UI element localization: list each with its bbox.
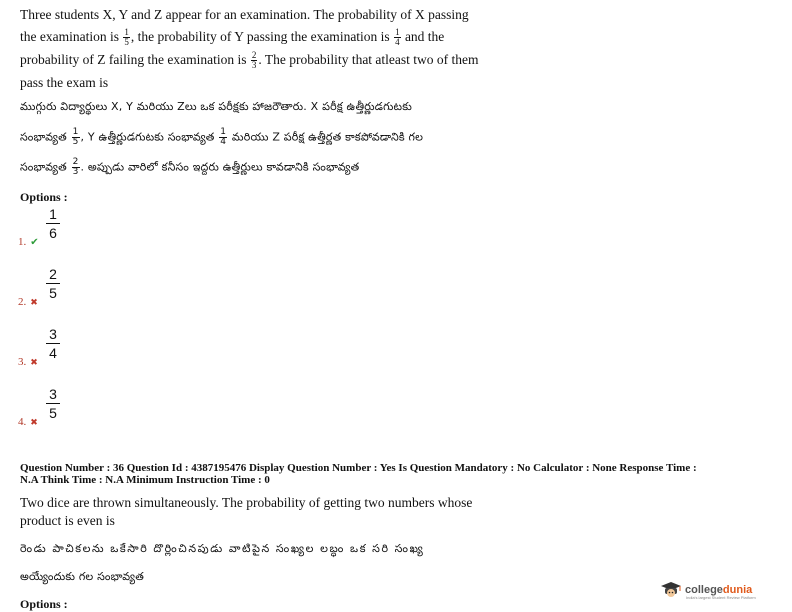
q1-en-line-3-pre: probability of Z failing the examination is <box>20 52 247 67</box>
option-3-fraction <box>46 326 60 361</box>
fraction-bar <box>46 403 60 404</box>
fraction-denominator: 6 <box>49 225 57 241</box>
option-number: 3. <box>18 356 27 368</box>
q2-te-line-2: అయ్యేందుకు గల సంభావ్యత <box>20 570 144 583</box>
fraction <box>123 28 130 47</box>
option-3-marker <box>18 352 38 370</box>
q1-en-line-4-text: pass the exam is <box>20 75 109 90</box>
fraction <box>72 128 80 147</box>
q2-en-line-2: product is even is <box>20 513 115 528</box>
fraction <box>219 128 227 147</box>
correct-check-icon: ✔ <box>30 237 39 248</box>
fraction-denominator: 4 <box>220 137 227 147</box>
option-number: 1. <box>18 236 27 248</box>
q1-te-line-3-pre: సంభావ్యత <box>20 160 67 174</box>
fraction-bar <box>46 283 60 284</box>
wrong-cross-icon: ✖ <box>30 358 38 368</box>
option-1-fraction <box>46 206 60 241</box>
q1-te-line-2 <box>20 128 423 147</box>
fraction-numerator: 1 <box>220 127 227 137</box>
q2-en-line-1: Two dice are thrown simultaneously. The probability of getting two numbers whose <box>20 495 473 510</box>
q1-te-line-2-post: మరియు Z పరీక్ష ఉత్తీర్ణత కాకపోవడానికి గల <box>231 130 424 144</box>
q1-te-line-1-text: ముగ్గురు విద్యార్థులు X, Y మరియు Zలు ఒక పరీక్షకు హాజరౌతారు. X పరీక్ష ఉత్తీర్ణుడగుటకు <box>20 100 412 113</box>
q1-en-line-4 <box>20 72 108 94</box>
option-4-fraction <box>46 386 60 421</box>
option-1-marker <box>18 232 39 250</box>
q1-te-line-3-post: . అప్పుడు వారిలో కనీసం ఇద్దరు ఉత్తీర్ణులు కావడానికి సంభావ్యత <box>80 160 360 174</box>
logo-name-a: college <box>685 584 723 596</box>
q1-en-line-1-text: Three students X, Y and Z appear for an examination. The probability of X passing <box>20 7 469 22</box>
fraction-denominator: 5 <box>124 37 129 48</box>
logo-name-b: dunia <box>722 584 753 596</box>
fraction-numerator: 1 <box>124 27 129 38</box>
wrong-cross-icon: ✖ <box>30 298 38 308</box>
fraction-denominator: 5 <box>49 405 57 421</box>
fraction-denominator: 4 <box>49 345 57 361</box>
question2-meta <box>20 462 780 486</box>
option-4-marker <box>18 412 38 430</box>
option-number: 2. <box>18 296 27 308</box>
q1-en-line-3 <box>20 49 479 71</box>
option-2-fraction <box>46 266 60 301</box>
q1-te-line-1 <box>20 100 412 116</box>
fraction-bar <box>46 223 60 224</box>
options-label: Options : <box>20 190 68 204</box>
fraction-numerator: 1 <box>72 127 79 137</box>
question2-meta-line-1: Question Number : 36 Question Id : 4387195476 Display Question Number : Yes Is Question Mandatory : No Calculator : None Response Time : <box>20 462 697 474</box>
q1-en-line-3-post: . The probability that atleast two of them <box>258 52 479 67</box>
wrong-cross-icon: ✖ <box>30 418 38 428</box>
fraction-denominator: 4 <box>395 37 400 48</box>
collegedunia-logo <box>660 580 756 600</box>
q1-en-line-2-post: and the <box>404 29 445 44</box>
logo-tagline: India's largest Student Review Platform <box>686 595 756 600</box>
fraction-numerator: 3 <box>49 386 57 402</box>
fraction <box>394 28 401 47</box>
fraction-numerator: 2 <box>49 266 57 282</box>
q1-te-line-2-mid: , Y ఉత్తీర్ణుడగుటకు సంభావ్యత <box>80 130 215 144</box>
option-2-marker <box>18 292 38 310</box>
q1-en-line-2 <box>20 26 444 48</box>
fraction <box>251 51 258 70</box>
fraction-denominator: 5 <box>49 285 57 301</box>
fraction-numerator: 1 <box>395 27 400 38</box>
q1-en-line-1 <box>20 4 469 26</box>
graduation-cap-icon <box>660 580 682 600</box>
options-label: Options : <box>20 597 68 611</box>
fraction-numerator: 1 <box>49 206 57 222</box>
question2-meta-line-2: N.A Think Time : N.A Minimum Instruction Time : 0 <box>20 474 270 486</box>
q1-en-line-2-pre: the examination is <box>20 29 119 44</box>
fraction-numerator: 2 <box>251 50 257 61</box>
fraction-numerator: 3 <box>49 326 57 342</box>
q1-en-line-2-mid: , the probability of Y passing the examination is <box>130 29 390 44</box>
fraction-numerator: 2 <box>72 157 79 167</box>
option-number: 4. <box>18 416 27 428</box>
fraction <box>72 158 80 177</box>
fraction-denominator: 5 <box>72 137 79 147</box>
q2-te-line-1: రెండు పాచికలను ఒకేసారి దొర్లించినపుడు వాటిపైన సంఖ్యల లబ్ధం ఒక సరి సంఖ్య <box>20 542 425 555</box>
fraction-bar <box>46 343 60 344</box>
fraction-denominator: 3 <box>251 60 257 71</box>
q1-te-line-3 <box>20 158 359 177</box>
q1-te-line-2-pre: సంభావ్యత <box>20 130 67 144</box>
fraction-denominator: 3 <box>72 167 79 177</box>
